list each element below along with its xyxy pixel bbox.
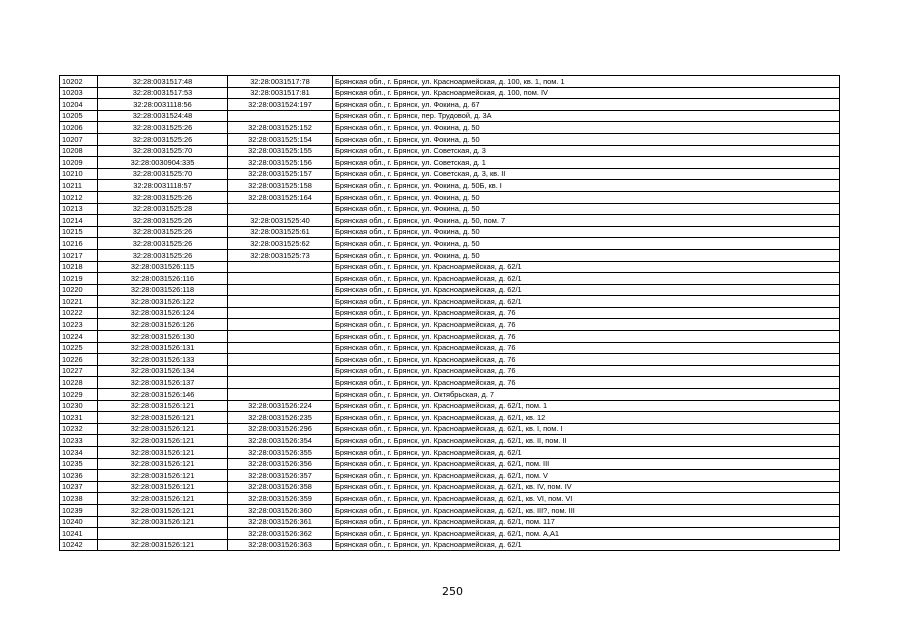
address-cell: Брянская обл., г. Брянск, ул. Фокина, д. 67: [333, 99, 840, 111]
parcel-number-cell: 32:28:0031526:130: [98, 331, 228, 343]
row-number-cell: 10226: [60, 354, 98, 366]
address-cell: Брянская обл., г. Брянск, ул. Красноармейская, д. 76: [333, 354, 840, 366]
table-row: [60, 180, 840, 192]
parcel-number-cell: 32:28:0031526:121: [98, 458, 228, 470]
object-number-cell: 32:28:0031525:164: [228, 191, 333, 203]
address-cell: Брянская обл., г. Брянск, ул. Фокина, д. 50: [333, 249, 840, 261]
object-number-cell: 32:28:0031525:152: [228, 122, 333, 134]
object-number-cell: [228, 365, 333, 377]
table-row: [60, 528, 840, 540]
parcel-number-cell: 32:28:0031526:118: [98, 284, 228, 296]
parcel-number-cell: 32:28:0031526:146: [98, 389, 228, 401]
table-row: [60, 331, 840, 343]
address-cell: Брянская обл., г. Брянск, ул. Фокина, д. 50Б, кв. I: [333, 180, 840, 192]
row-number-cell: 10242: [60, 539, 98, 551]
row-number-cell: 10239: [60, 504, 98, 516]
row-number-cell: 10233: [60, 435, 98, 447]
object-number-cell: 32:28:0031525:155: [228, 145, 333, 157]
parcel-number-cell: 32:28:0031525:26: [98, 215, 228, 227]
parcel-number-cell: 32:28:0031526:122: [98, 296, 228, 308]
table-row: [60, 342, 840, 354]
address-cell: Брянская обл., г. Брянск, ул. Красноармейская, д. 62/1, кв. II, пом. II: [333, 435, 840, 447]
row-number-cell: 10240: [60, 516, 98, 528]
row-number-cell: 10231: [60, 412, 98, 424]
address-cell: Брянская обл., г. Брянск, ул. Красноармейская, д. 76: [333, 365, 840, 377]
address-cell: Брянская обл., г. Брянск, ул. Фокина, д. 50: [333, 203, 840, 215]
row-number-cell: 10213: [60, 203, 98, 215]
object-number-cell: [228, 331, 333, 343]
object-number-cell: 32:28:0031517:81: [228, 87, 333, 99]
address-cell: Брянская обл., г. Брянск, ул. Советская, д. 1: [333, 157, 840, 169]
parcel-number-cell: 32:28:0031526:121: [98, 493, 228, 505]
table-row: [60, 122, 840, 134]
parcel-number-cell: 32:28:0031526:121: [98, 447, 228, 459]
address-cell: Брянская обл., г. Брянск, ул. Красноармейская, д. 76: [333, 331, 840, 343]
object-number-cell: 32:28:0031526:361: [228, 516, 333, 528]
parcel-number-cell: 32:28:0031525:26: [98, 238, 228, 250]
table-row: [60, 261, 840, 273]
object-number-cell: 32:28:0031526:235: [228, 412, 333, 424]
table-row: [60, 273, 840, 285]
table-row: [60, 226, 840, 238]
table-row: [60, 145, 840, 157]
address-cell: Брянская обл., г. Брянск, ул. Красноармейская, д. 62/1, кв. III?, пом. III: [333, 504, 840, 516]
parcel-number-cell: 32:28:0031526:133: [98, 354, 228, 366]
object-number-cell: 32:28:0031526:224: [228, 400, 333, 412]
object-number-cell: 32:28:0031525:62: [228, 238, 333, 250]
table-row: [60, 191, 840, 203]
row-number-cell: 10220: [60, 284, 98, 296]
object-number-cell: 32:28:0031526:362: [228, 528, 333, 540]
address-cell: Брянская обл., г. Брянск, ул. Красноармейская, д. 62/1, кв. IV, пом. IV: [333, 481, 840, 493]
table-row: [60, 365, 840, 377]
row-number-cell: 10228: [60, 377, 98, 389]
row-number-cell: 10216: [60, 238, 98, 250]
object-number-cell: 32:28:0031526:356: [228, 458, 333, 470]
page-number: 250: [442, 585, 463, 598]
object-number-cell: 32:28:0031525:73: [228, 249, 333, 261]
table-row: [60, 377, 840, 389]
parcel-number-cell: 32:28:0031526:121: [98, 470, 228, 482]
table-row: [60, 412, 840, 424]
parcel-number-cell: 32:28:0031526:121: [98, 412, 228, 424]
row-number-cell: 10204: [60, 99, 98, 111]
table-row: [60, 470, 840, 482]
row-number-cell: 10235: [60, 458, 98, 470]
address-cell: Брянская обл., г. Брянск, пер. Трудовой, д. 3А: [333, 110, 840, 122]
row-number-cell: 10214: [60, 215, 98, 227]
object-number-cell: 32:28:0031525:40: [228, 215, 333, 227]
object-number-cell: 32:28:0031526:360: [228, 504, 333, 516]
row-number-cell: 10225: [60, 342, 98, 354]
table-row: [60, 516, 840, 528]
row-number-cell: 10230: [60, 400, 98, 412]
table-row: [60, 133, 840, 145]
row-number-cell: 10212: [60, 191, 98, 203]
row-number-cell: 10203: [60, 87, 98, 99]
object-number-cell: 32:28:0031525:61: [228, 226, 333, 238]
table-row: [60, 99, 840, 111]
object-number-cell: [228, 354, 333, 366]
object-number-cell: [228, 307, 333, 319]
object-number-cell: [228, 203, 333, 215]
row-number-cell: 10208: [60, 145, 98, 157]
address-cell: Брянская обл., г. Брянск, ул. Фокина, д. 50: [333, 226, 840, 238]
parcel-number-cell: 32:28:0031526:121: [98, 400, 228, 412]
parcel-number-cell: 32:28:0031526:126: [98, 319, 228, 331]
parcel-number-cell: 32:28:0031525:28: [98, 203, 228, 215]
address-cell: Брянская обл., г. Брянск, ул. Фокина, д. 50: [333, 133, 840, 145]
parcel-number-cell: 32:28:0031526:121: [98, 504, 228, 516]
table-row: [60, 319, 840, 331]
table-row: [60, 249, 840, 261]
object-number-cell: 32:28:0031526:354: [228, 435, 333, 447]
row-number-cell: 10210: [60, 168, 98, 180]
object-number-cell: 32:28:0031525:154: [228, 133, 333, 145]
address-cell: Брянская обл., г. Брянск, ул. Советская, д. 3: [333, 145, 840, 157]
table-row: [60, 493, 840, 505]
object-number-cell: [228, 319, 333, 331]
registry-table-body: [60, 76, 840, 551]
parcel-number-cell: 32:28:0030904:335: [98, 157, 228, 169]
object-number-cell: 32:28:0031526:359: [228, 493, 333, 505]
row-number-cell: 10218: [60, 261, 98, 273]
address-cell: Брянская обл., г. Брянск, ул. Советская, д. 3, кв. II: [333, 168, 840, 180]
row-number-cell: 10232: [60, 423, 98, 435]
table-row: [60, 215, 840, 227]
parcel-number-cell: 32:28:0031526:121: [98, 516, 228, 528]
address-cell: Брянская обл., г. Брянск, ул. Красноармейская, д. 62/1: [333, 447, 840, 459]
table-row: [60, 110, 840, 122]
parcel-number-cell: 32:28:0031526:124: [98, 307, 228, 319]
parcel-number-cell: 32:28:0031525:26: [98, 249, 228, 261]
row-number-cell: 10222: [60, 307, 98, 319]
address-cell: Брянская обл., г. Брянск, ул. Красноармейская, д. 62/1, пом. 1: [333, 400, 840, 412]
table-row: [60, 87, 840, 99]
address-cell: Брянская обл., г. Брянск, ул. Красноармейская, д. 62/1: [333, 261, 840, 273]
address-cell: Брянская обл., г. Брянск, ул. Красноармейская, д. 62/1, пом. 117: [333, 516, 840, 528]
address-cell: Брянская обл., г. Брянск, ул. Фокина, д. 50: [333, 191, 840, 203]
parcel-number-cell: 32:28:0031525:26: [98, 122, 228, 134]
object-number-cell: 32:28:0031526:357: [228, 470, 333, 482]
table-row: [60, 481, 840, 493]
address-cell: Брянская обл., г. Брянск, ул. Красноармейская, д. 62/1, пом. А,А1: [333, 528, 840, 540]
row-number-cell: 10215: [60, 226, 98, 238]
address-cell: Брянская обл., г. Брянск, ул. Фокина, д. 50, пом. 7: [333, 215, 840, 227]
address-cell: Брянская обл., г. Брянск, ул. Красноармейская, д. 100, кв. 1, пом. 1: [333, 76, 840, 88]
address-cell: Брянская обл., г. Брянск, ул. Красноармейская, д. 76: [333, 377, 840, 389]
row-number-cell: 10206: [60, 122, 98, 134]
parcel-number-cell: 32:28:0031517:48: [98, 76, 228, 88]
table-row: [60, 157, 840, 169]
row-number-cell: 10211: [60, 180, 98, 192]
object-number-cell: 32:28:0031526:358: [228, 481, 333, 493]
table-row: [60, 539, 840, 551]
parcel-number-cell: 32:28:0031524:48: [98, 110, 228, 122]
table-row: [60, 307, 840, 319]
table-row: [60, 458, 840, 470]
object-number-cell: [228, 296, 333, 308]
row-number-cell: 10237: [60, 481, 98, 493]
object-number-cell: [228, 389, 333, 401]
row-number-cell: 10205: [60, 110, 98, 122]
address-cell: Брянская обл., г. Брянск, ул. Красноармейская, д. 62/1, кв. 12: [333, 412, 840, 424]
table-row: [60, 296, 840, 308]
object-number-cell: [228, 261, 333, 273]
object-number-cell: 32:28:0031517:78: [228, 76, 333, 88]
object-number-cell: 32:28:0031526:296: [228, 423, 333, 435]
object-number-cell: 32:28:0031525:156: [228, 157, 333, 169]
table-row: [60, 423, 840, 435]
parcel-number-cell: 32:28:0031526:131: [98, 342, 228, 354]
object-number-cell: 32:28:0031525:158: [228, 180, 333, 192]
object-number-cell: 32:28:0031524:197: [228, 99, 333, 111]
object-number-cell: [228, 273, 333, 285]
object-number-cell: 32:28:0031525:157: [228, 168, 333, 180]
parcel-number-cell: 32:28:0031525:26: [98, 226, 228, 238]
row-number-cell: 10217: [60, 249, 98, 261]
row-number-cell: 10207: [60, 133, 98, 145]
address-cell: Брянская обл., г. Брянск, ул. Красноармейская, д. 62/1, пом. III: [333, 458, 840, 470]
parcel-number-cell: 32:28:0031526:121: [98, 435, 228, 447]
address-cell: Брянская обл., г. Брянск, ул. Красноармейская, д. 76: [333, 342, 840, 354]
row-number-cell: 10241: [60, 528, 98, 540]
row-number-cell: 10238: [60, 493, 98, 505]
address-cell: Брянская обл., г. Брянск, ул. Красноармейская, д. 62/1: [333, 284, 840, 296]
parcel-number-cell: 32:28:0031526:121: [98, 481, 228, 493]
address-cell: Брянская обл., г. Брянск, ул. Красноармейская, д. 76: [333, 307, 840, 319]
table-row: [60, 284, 840, 296]
table-row: [60, 435, 840, 447]
object-number-cell: [228, 377, 333, 389]
address-cell: Брянская обл., г. Брянск, ул. Красноармейская, д. 62/1, пом. V: [333, 470, 840, 482]
address-cell: Брянская обл., г. Брянск, ул. Красноармейская, д. 62/1: [333, 296, 840, 308]
row-number-cell: 10229: [60, 389, 98, 401]
address-cell: Брянская обл., г. Брянск, ул. Красноармейская, д. 76: [333, 319, 840, 331]
registry-table: [59, 75, 840, 551]
parcel-number-cell: 32:28:0031118:56: [98, 99, 228, 111]
parcel-number-cell: 32:28:0031517:53: [98, 87, 228, 99]
object-number-cell: [228, 342, 333, 354]
row-number-cell: 10202: [60, 76, 98, 88]
object-number-cell: 32:28:0031526:363: [228, 539, 333, 551]
parcel-number-cell: 32:28:0031526:121: [98, 423, 228, 435]
object-number-cell: [228, 110, 333, 122]
parcel-number-cell: 32:28:0031118:57: [98, 180, 228, 192]
row-number-cell: 10223: [60, 319, 98, 331]
table-row: [60, 504, 840, 516]
table-row: [60, 389, 840, 401]
row-number-cell: 10209: [60, 157, 98, 169]
address-cell: Брянская обл., г. Брянск, ул. Красноармейская, д. 62/1: [333, 273, 840, 285]
object-number-cell: 32:28:0031526:355: [228, 447, 333, 459]
row-number-cell: 10236: [60, 470, 98, 482]
table-row: [60, 238, 840, 250]
row-number-cell: 10234: [60, 447, 98, 459]
table-row: [60, 168, 840, 180]
address-cell: Брянская обл., г. Брянск, ул. Красноармейская, д. 62/1, кв. I, пом. I: [333, 423, 840, 435]
parcel-number-cell: 32:28:0031526:134: [98, 365, 228, 377]
table-row: [60, 354, 840, 366]
table-row: [60, 76, 840, 88]
table-row: [60, 447, 840, 459]
address-cell: Брянская обл., г. Брянск, ул. Красноармейская, д. 62/1: [333, 539, 840, 551]
row-number-cell: 10224: [60, 331, 98, 343]
parcel-number-cell: 32:28:0031526:116: [98, 273, 228, 285]
parcel-number-cell: 32:28:0031525:26: [98, 133, 228, 145]
address-cell: Брянская обл., г. Брянск, ул. Фокина, д. 50: [333, 238, 840, 250]
row-number-cell: 10221: [60, 296, 98, 308]
parcel-number-cell: 32:28:0031526:115: [98, 261, 228, 273]
address-cell: Брянская обл., г. Брянск, ул. Красноармейская, д. 100, пом. IV: [333, 87, 840, 99]
parcel-number-cell: 32:28:0031526:137: [98, 377, 228, 389]
address-cell: Брянская обл., г. Брянск, ул. Октябрьская, д. 7: [333, 389, 840, 401]
parcel-number-cell: 32:28:0031525:70: [98, 168, 228, 180]
parcel-number-cell: 32:28:0031525:70: [98, 145, 228, 157]
object-number-cell: [228, 284, 333, 296]
parcel-number-cell: 32:28:0031525:26: [98, 191, 228, 203]
row-number-cell: 10219: [60, 273, 98, 285]
row-number-cell: 10227: [60, 365, 98, 377]
address-cell: Брянская обл., г. Брянск, ул. Фокина, д. 50: [333, 122, 840, 134]
table-row: [60, 203, 840, 215]
parcel-number-cell: [98, 528, 228, 540]
parcel-number-cell: 32:28:0031526:121: [98, 539, 228, 551]
address-cell: Брянская обл., г. Брянск, ул. Красноармейская, д. 62/1, кв. VI, пом. VI: [333, 493, 840, 505]
table-row: [60, 400, 840, 412]
